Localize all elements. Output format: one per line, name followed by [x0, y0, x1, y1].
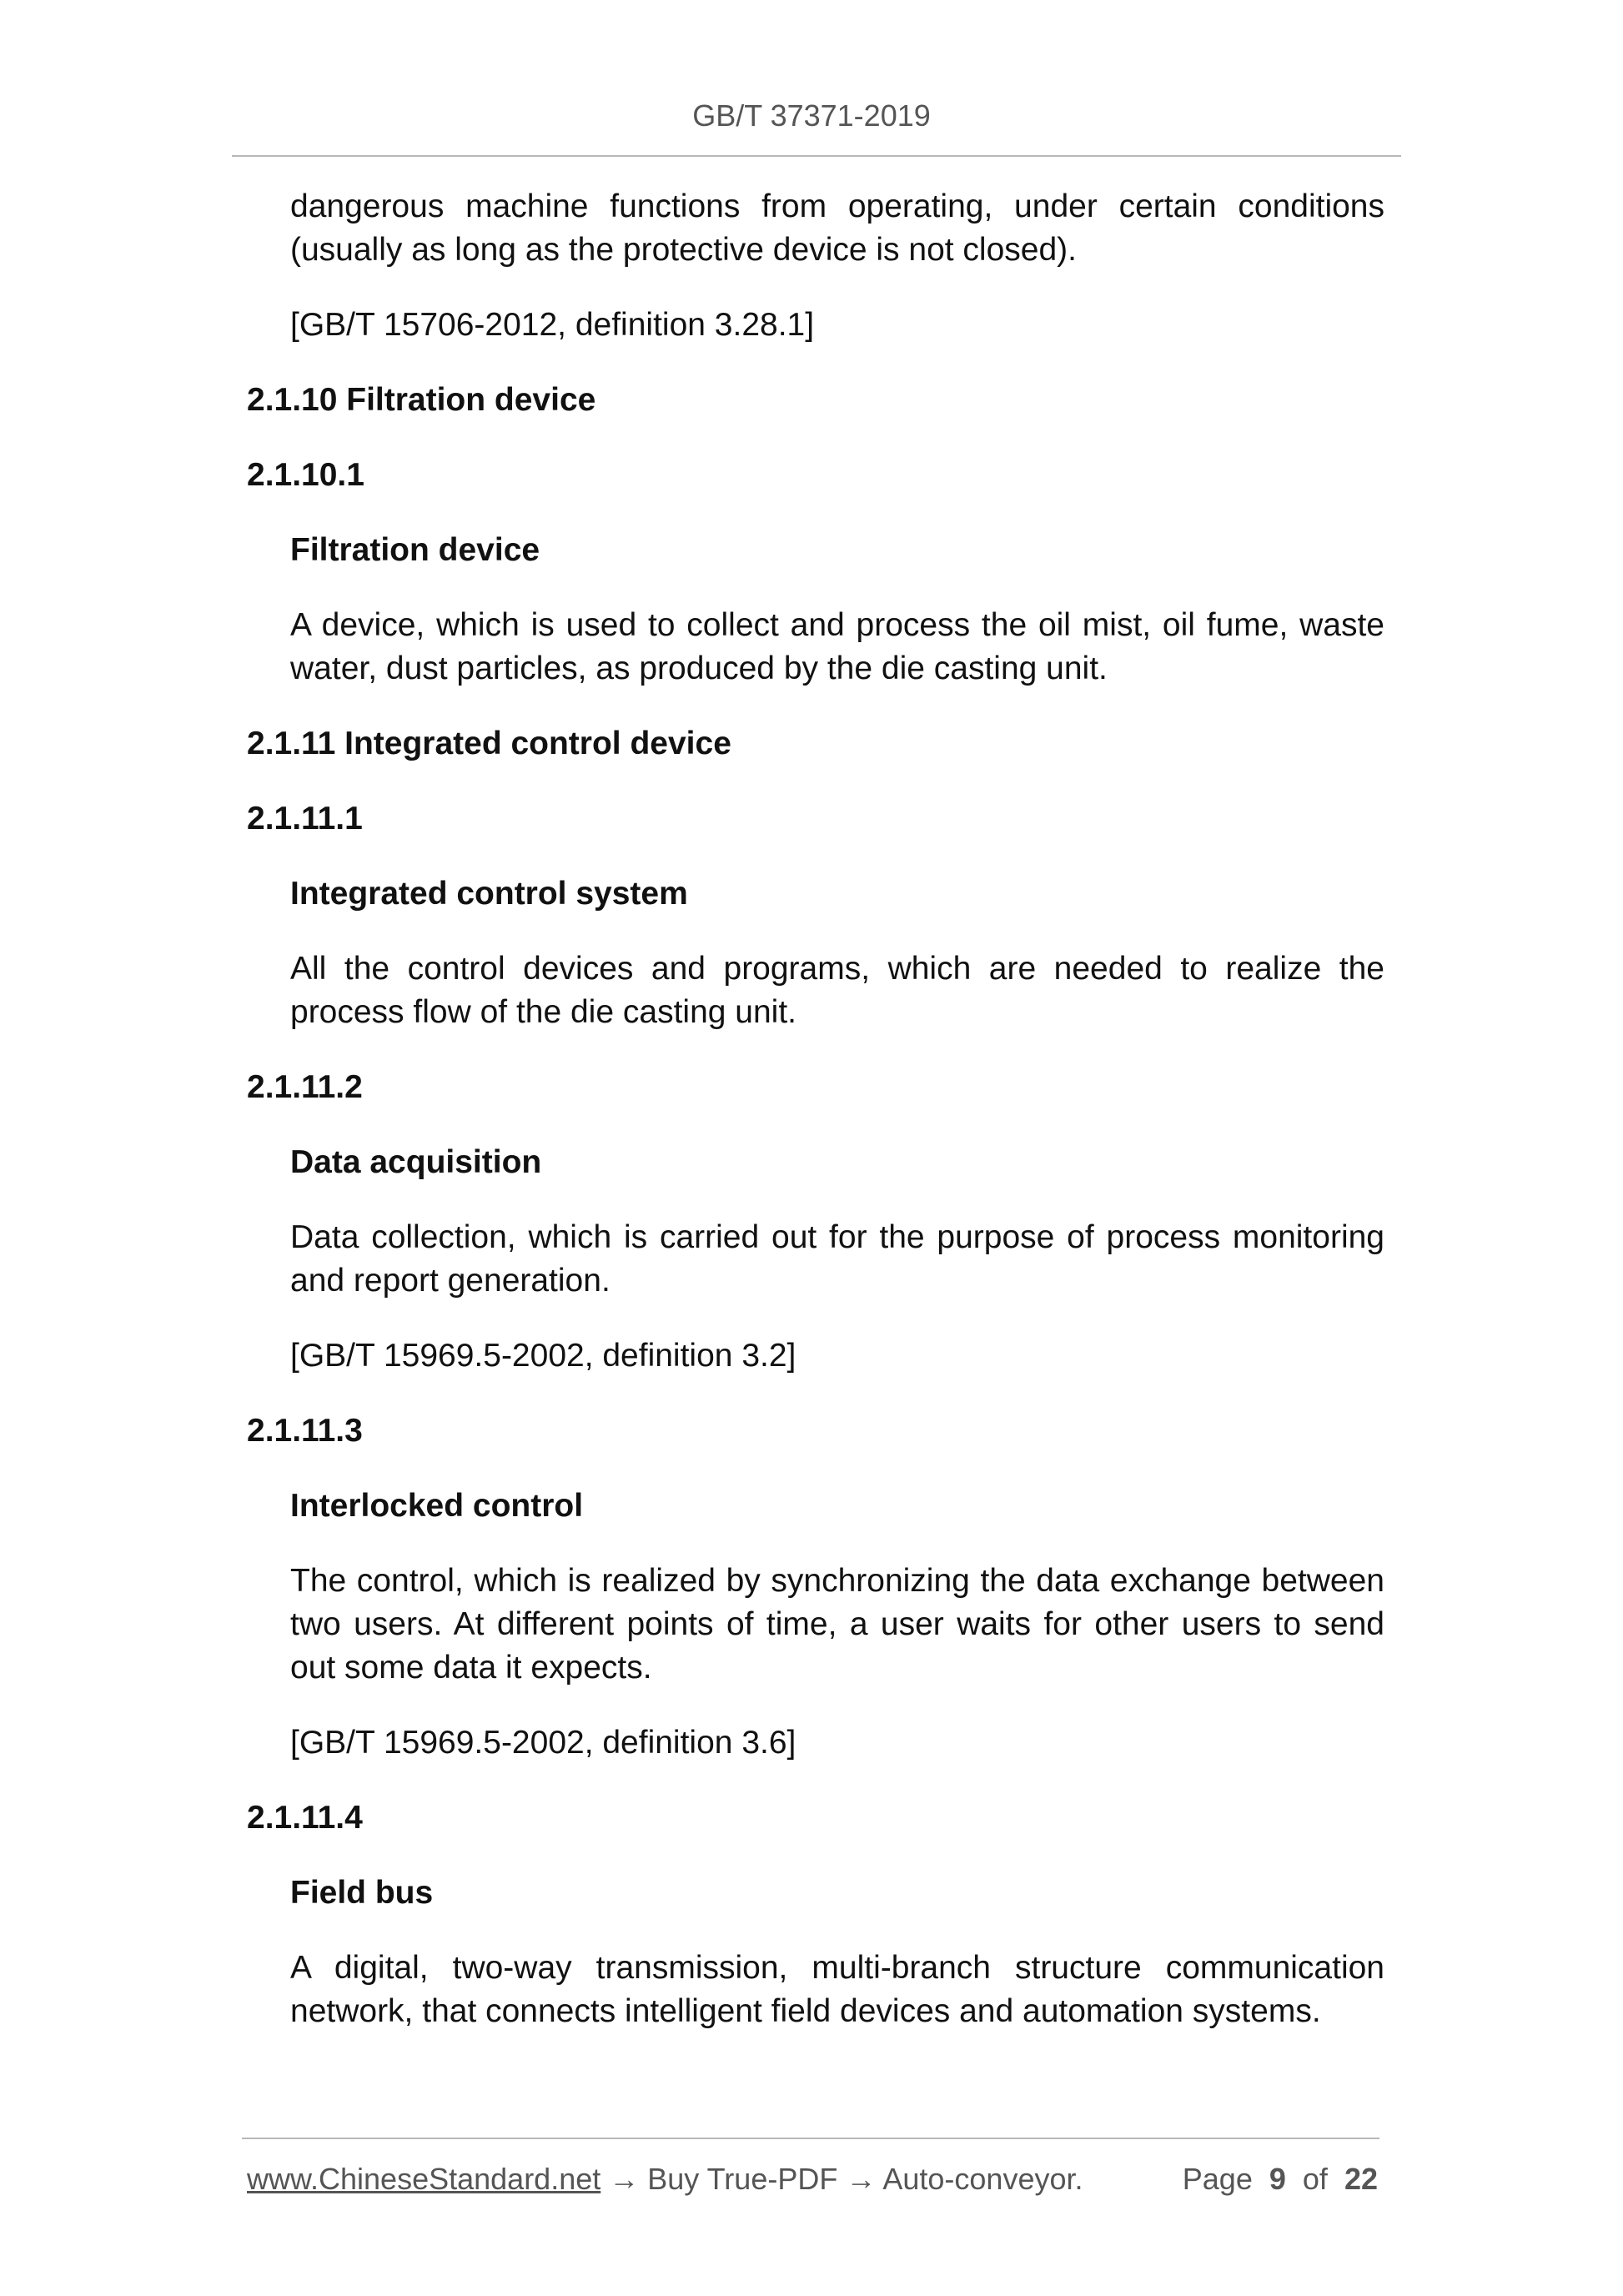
section-heading: 2.1.11 Integrated control device — [247, 726, 731, 761]
buy-link[interactable]: Buy True-PDF — [647, 2162, 838, 2196]
product-link[interactable]: Auto-conveyor. — [882, 2162, 1083, 2196]
clause-number: 2.1.11.4 — [247, 1800, 363, 1836]
header-divider — [232, 155, 1401, 157]
clause-number: 2.1.11.3 — [247, 1413, 363, 1449]
footer-links — [247, 2158, 1083, 2200]
page-label: Page — [1182, 2162, 1253, 2196]
reference: [GB/T 15706-2012, definition 3.28.1] — [290, 307, 815, 343]
of-label: of — [1302, 2162, 1328, 2196]
clause-number: 2.1.10.1 — [247, 457, 364, 493]
page-header: GB/T 37371-2019 — [692, 98, 931, 133]
term-title: Integrated control system — [290, 876, 688, 912]
arrow-icon: → — [600, 2162, 648, 2196]
footer-divider — [242, 2138, 1379, 2139]
section-heading: 2.1.10 Filtration device — [247, 382, 596, 418]
reference: [GB/T 15969.5-2002, definition 3.6] — [290, 1725, 796, 1761]
definition: A digital, two-way transmission, multi-branch structure communication network, that connects intelligent field devices and automation systems. — [290, 1950, 1384, 2029]
paragraph: dangerous machine functions from operating, under certain conditions (usually as long as the protective device is not closed). — [290, 188, 1384, 268]
page-indicator — [1183, 2158, 1378, 2200]
document-body — [247, 185, 1384, 2065]
term-title: Interlocked control — [290, 1488, 584, 1524]
term-title: Data acquisition — [290, 1144, 542, 1180]
page-total: 22 — [1344, 2162, 1378, 2196]
site-link[interactable]: www.ChineseStandard.net — [247, 2162, 601, 2196]
reference: [GB/T 15969.5-2002, definition 3.2] — [290, 1338, 796, 1374]
clause-number: 2.1.11.1 — [247, 801, 363, 837]
term-title: Filtration device — [290, 532, 540, 568]
definition: A device, which is used to collect and process the oil mist, oil fume, waste water, dust particles, as produced by the die casting unit. — [290, 607, 1384, 686]
definition: The control, which is realized by synchronizing the data exchange between two users. At different points of time, a user waits for other users to send out some data it expects. — [290, 1563, 1384, 1686]
definition: Data collection, which is carried out for the purpose of process monitoring and report generation. — [290, 1219, 1384, 1299]
term-title: Field bus — [290, 1875, 434, 1911]
definition: All the control devices and programs, which are needed to realize the process flow of the die casting unit. — [290, 951, 1384, 1030]
page-number: 9 — [1269, 2162, 1286, 2196]
arrow-icon: → — [837, 2162, 883, 2196]
clause-number: 2.1.11.2 — [247, 1069, 363, 1105]
